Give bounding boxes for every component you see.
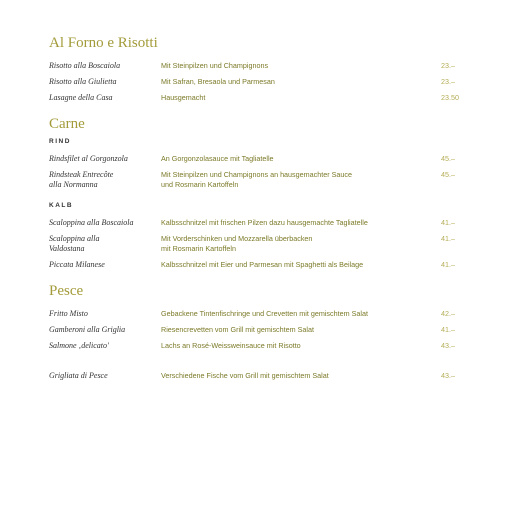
dish-description-line: Mit Steinpilzen und Champignons an hausgemachter Sauce <box>161 170 352 179</box>
dish-description-line: Mit Steinpilzen und Champignons <box>161 61 269 70</box>
dish-description-line: Kalbsschnitzel mit frischen Pilzen dazu hausgemachte Tagliatelle <box>161 218 368 227</box>
dish-description-line: An Gorgonzolasauce mit Tagliatelle <box>161 154 274 163</box>
menu-item <box>49 77 469 87</box>
dish-name-line: Salmone ‚delicato' <box>49 341 109 350</box>
dish-name <box>49 371 161 381</box>
dish-name <box>49 325 161 335</box>
dish-name <box>49 154 161 164</box>
dish-name-line: Gamberoni alla Griglia <box>49 325 126 334</box>
dish-description <box>161 325 441 335</box>
dish-price: 41.– <box>441 260 455 269</box>
dish-description <box>161 154 441 164</box>
menu-item <box>49 170 469 190</box>
dish-name-line: Risotto alla Giulietta <box>49 77 117 86</box>
menu-item <box>49 61 469 71</box>
dish-description <box>161 371 441 381</box>
dish-description-line: und Rosmarin Kartoffeln <box>161 180 239 189</box>
dish-price: 45.– <box>441 154 455 163</box>
dish-name-line: Scaloppina alla <box>49 234 100 243</box>
section-title-al-forno: Al Forno e Risotti <box>49 35 158 51</box>
menu-item <box>49 371 469 381</box>
dish-description <box>161 170 441 190</box>
dish-description <box>161 77 441 87</box>
dish-name-line: Fritto Misto <box>49 309 88 318</box>
dish-name-line: Rindsteak Entrecôte <box>49 170 114 179</box>
dish-description-line: Riesencrevetten vom Grill mit gemischtem Salat <box>161 325 314 334</box>
dish-name-line: Scaloppina alla Boscaiola <box>49 218 134 227</box>
dish-price: 41.– <box>441 234 455 243</box>
dish-name <box>49 61 161 71</box>
dish-description <box>161 234 441 254</box>
dish-description <box>161 260 441 270</box>
dish-name <box>49 170 161 190</box>
dish-price: 41.– <box>441 218 455 227</box>
dish-name <box>49 218 161 228</box>
menu-item <box>49 234 469 254</box>
menu-item <box>49 218 469 228</box>
dish-description <box>161 61 441 71</box>
section-title-carne: Carne <box>49 116 85 132</box>
menu-item <box>49 154 469 164</box>
dish-name-line: Lasagne della Casa <box>49 93 113 102</box>
dish-price: 43.– <box>441 371 455 380</box>
dish-description-line: Mit Vorderschinken und Mozzarella überbacken <box>161 234 313 243</box>
dish-price: 45.– <box>441 170 455 179</box>
dish-description <box>161 341 441 351</box>
dish-name <box>49 234 161 254</box>
dish-description <box>161 309 441 319</box>
menu-item <box>49 325 469 335</box>
dish-description-line: Mit Safran, Bresaola und Parmesan <box>161 77 275 86</box>
dish-description-line: Hausgemacht <box>161 93 206 102</box>
menu-item <box>49 260 469 270</box>
dish-name <box>49 77 161 87</box>
subsection-heading-rind: RIND <box>49 138 71 145</box>
dish-description-line: Kalbsschnitzel mit Eier und Parmesan mit Spaghetti als Beilage <box>161 260 364 269</box>
dish-price: 23.50 <box>441 93 459 102</box>
dish-price: 42.– <box>441 309 455 318</box>
dish-description-line: mit Rosmarin Kartoffeln <box>161 244 236 253</box>
dish-price: 23.– <box>441 61 455 70</box>
dish-description-line: Gebackene Tintenfischringe und Crevetten mit gemischtem Salat <box>161 309 368 318</box>
menu-item <box>49 341 469 351</box>
dish-name-line: Grigliata di Pesce <box>49 371 108 380</box>
dish-price: 41.– <box>441 325 455 334</box>
dish-name-line: Valdostana <box>49 244 85 253</box>
menu-item <box>49 93 469 103</box>
section-title-pesce: Pesce <box>49 283 84 299</box>
dish-name <box>49 260 161 270</box>
dish-price: 23.– <box>441 77 455 86</box>
dish-name-line: Rindsfilet al Gorgonzola <box>49 154 128 163</box>
subsection-heading-kalb: KALB <box>49 202 74 209</box>
dish-name <box>49 341 161 351</box>
dish-name-line: Piccata Milanese <box>49 260 105 269</box>
dish-description-line: Verschiedene Fische vom Grill mit gemischtem Salat <box>161 371 329 380</box>
dish-description <box>161 93 441 103</box>
dish-name <box>49 309 161 319</box>
dish-price: 43.– <box>441 341 455 350</box>
dish-name-line: alla Normanna <box>49 180 98 189</box>
dish-description-line: Lachs an Rosé-Weissweinsauce mit Risotto <box>161 341 301 350</box>
dish-name <box>49 93 161 103</box>
menu-page <box>49 34 469 381</box>
dish-description <box>161 218 441 228</box>
dish-name-line: Risotto alla Boscaiola <box>49 61 121 70</box>
menu-item <box>49 309 469 319</box>
